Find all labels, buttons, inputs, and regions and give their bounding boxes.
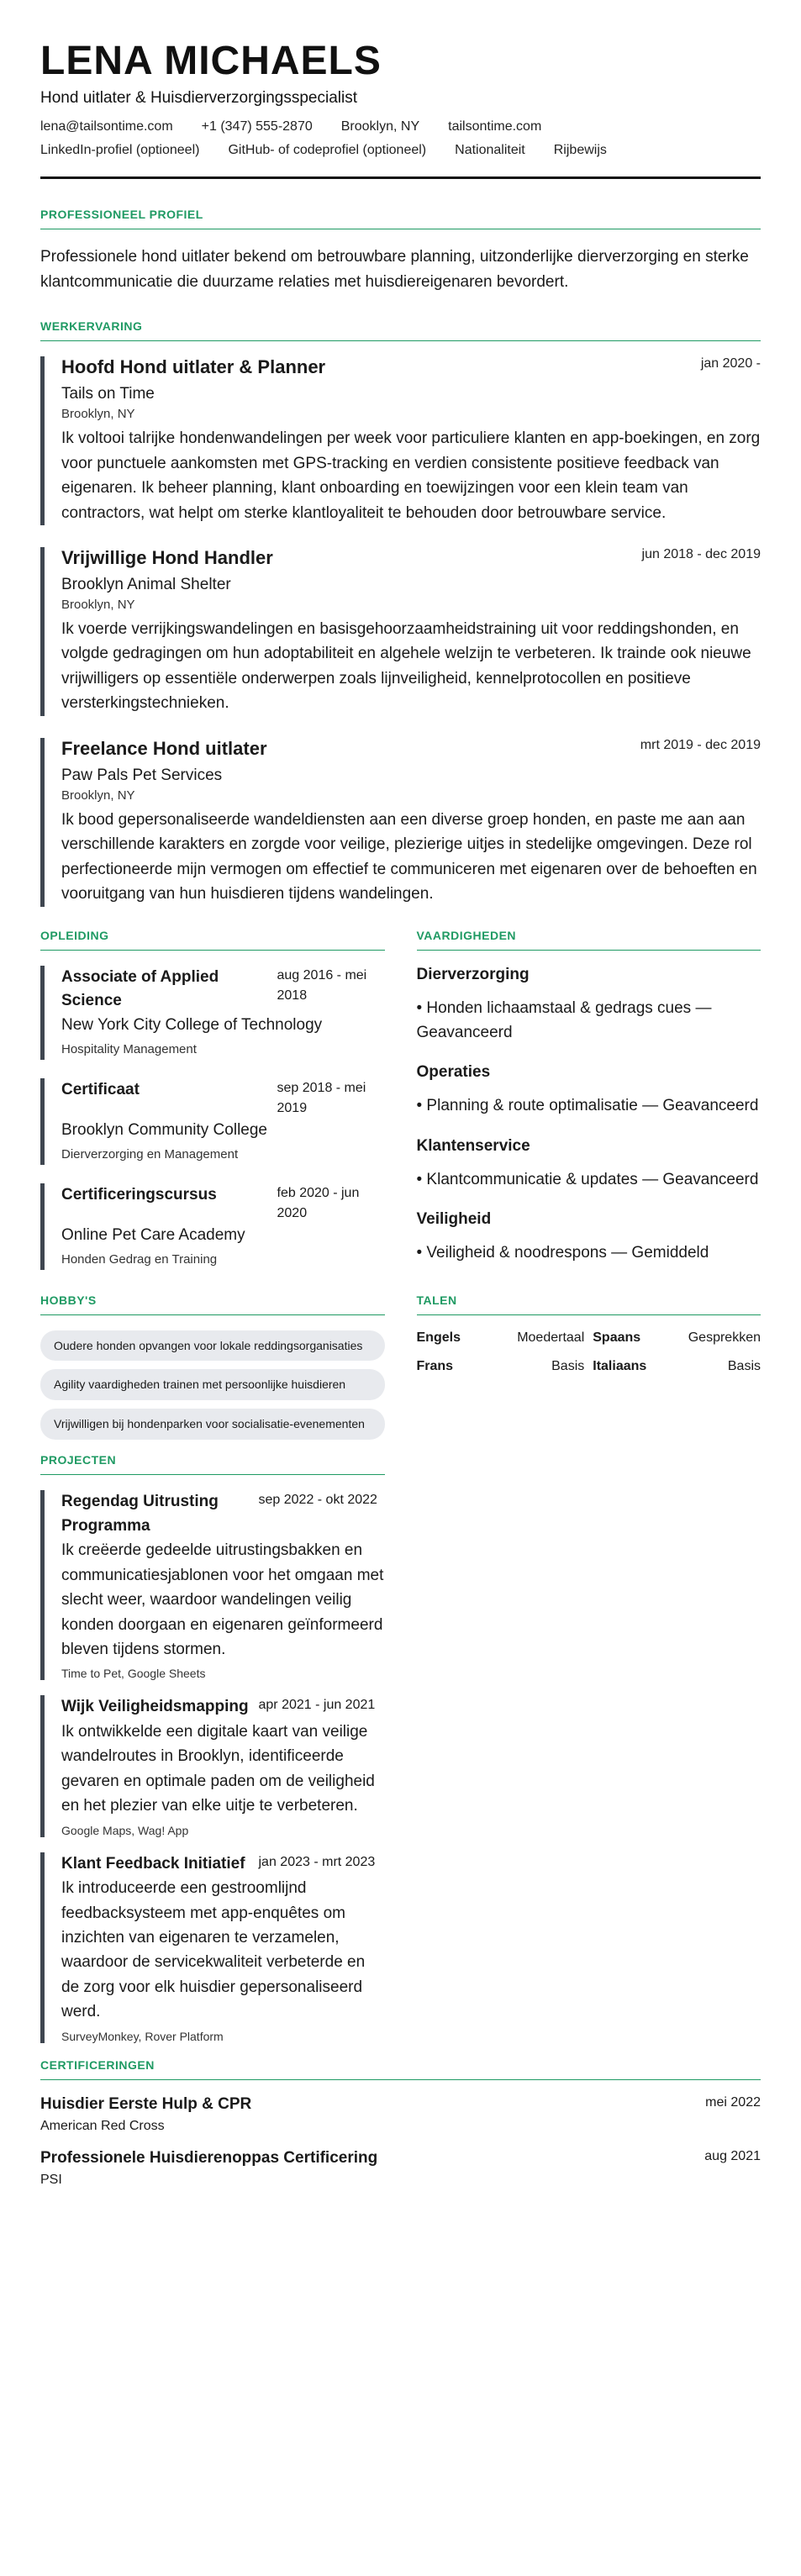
project-date: apr 2021 - jun 2021 — [258, 1698, 376, 1713]
language-item — [417, 1359, 585, 1374]
section-heading-projects: PROJECTEN — [40, 1453, 385, 1475]
language-name: Engels — [416, 1330, 461, 1345]
phone-number[interactable]: +1 (347) 555-2870 — [201, 119, 313, 134]
project-date: jan 2023 - mrt 2023 — [258, 1854, 376, 1869]
section-heading-hobbies: HOBBY'S — [40, 1293, 385, 1315]
project-description: Ik ontwikkelde een digitale kaart van veilige wandelroutes in Brooklyn, identificeerde gevaren en optimale paden om de veiligheid en het plezier van elke uitje te verbeteren. — [61, 1722, 375, 1815]
skill-value: • Honden lichaamstaal & gedrags cues — Geavanceerd — [416, 998, 712, 1041]
job-company: Paw Pals Pet Services — [61, 766, 223, 784]
project-name: Regendag Uitrusting Programma — [61, 1493, 219, 1535]
language-item — [417, 1330, 585, 1346]
project-description: Ik creëerde gedeelde uitrustingsbakken en communicatiesjablonen voor het omgaan met slecht weer, waardoor wandelingen veilig konden doorgaan en eigenaren geïnformeerd bleven tijdens stormen. — [61, 1541, 384, 1658]
edu-degree: Certificaat — [61, 1080, 140, 1098]
hobbies-languages-row — [40, 1293, 761, 1449]
edu-school: New York City College of Technology — [61, 1015, 323, 1034]
section-heading-certifications: CERTIFICERINGEN — [40, 2058, 761, 2080]
skill-category: Operaties — [416, 1063, 491, 1082]
edu-date: sep 2018 - mei 2019 — [277, 1080, 366, 1115]
cert-date: mei 2022 — [705, 2094, 761, 2110]
profile-links — [40, 143, 761, 158]
skills-column — [417, 929, 761, 1288]
project-name: Wijk Veiligheidsmapping — [61, 1698, 249, 1716]
job-description: Ik voerde verrijkingswandelingen en basisgehoorzaamheidstraining uit voor reddingshonden, en volgde gedragingen om hun adoptabiliteit en algehele welzijn te verbeteren. Ik trainde ook nieuwe vrijwilligers op essentiële onderwerpen zoals lijnveiligheid, kennelprotocollen en positieve versterkingstechnieken. — [61, 620, 751, 713]
skill-value: • Veiligheid & noodrespons — Gemiddeld — [416, 1244, 709, 1262]
skill-value: • Klantcommunicatie & updates — Geavanceerd — [416, 1170, 759, 1188]
edu-field: Dierverzorging en Management — [61, 1147, 239, 1162]
job-location: Brooklyn, NY — [61, 407, 135, 422]
languages-grid — [417, 1330, 761, 1374]
languages-column — [417, 1293, 761, 1449]
skill-category: Dierverzorging — [416, 965, 530, 983]
section-heading-skills: VAARDIGHEDEN — [417, 929, 761, 951]
experience-item — [40, 356, 761, 525]
job-description: Ik bood gepersonaliseerde wandeldiensten aan een diverse groep honden, en paste me aan aan verschillende karakters en zorgde voor veilige, plezierige uitjes in stedelijke omgevingen. Deze rol perfectioneerde mijn vermogen om effectief te communiceren met eigenaren over de behoeften en vooruitgang van hun huisdieren tijdens wandelingen. — [61, 810, 757, 903]
language-name: Spaans — [593, 1330, 641, 1345]
project-tools: Time to Pet, Google Sheets — [61, 1667, 206, 1681]
job-location: Brooklyn, NY — [61, 788, 135, 803]
skill-category: Klantenservice — [416, 1136, 530, 1155]
language-name: Italiaans — [593, 1358, 647, 1373]
hobbies-column — [40, 1293, 385, 1449]
language-name: Frans — [416, 1358, 454, 1373]
education-item — [40, 966, 385, 1060]
github-link[interactable]: GitHub- of codeprofiel (optioneel) — [228, 143, 427, 158]
candidate-title: Hond uitlater & Huisdierverzorgingsspecialist — [40, 89, 358, 108]
edu-school: Brooklyn Community College — [61, 1120, 267, 1139]
project-date: sep 2022 - okt 2022 — [258, 1493, 377, 1508]
section-heading-education: OPLEIDING — [40, 929, 385, 951]
contact-info — [40, 119, 761, 134]
drivers-license: Rijbewijs — [553, 143, 607, 158]
job-role: Hoofd Hond uitlater & Planner — [61, 356, 326, 378]
job-description: Ik voltooi talrijke hondenwandelingen per week voor particuliere klanten en app-boekingen, en zorg voor punctuele aankomsten met GPS-tracking en verdien consistente positieve feedback van eigenaren. Ik beheer planning, klant onboarding en toewijzingen voor een klein team van contractors, wat helpt om sterke klantloyaliteit te behouden door betrouwbare service. — [61, 429, 761, 522]
language-level: Basis — [551, 1358, 585, 1373]
cert-name: Professionele Huisdierenoppas Certificering — [40, 2148, 378, 2167]
language-item — [593, 1359, 761, 1374]
job-company: Brooklyn Animal Shelter — [61, 576, 231, 594]
certification-item — [40, 2095, 761, 2134]
project-tools: Google Maps, Wag! App — [61, 1823, 189, 1837]
experience-item — [40, 738, 761, 907]
nationality: Nationaliteit — [455, 143, 525, 158]
job-date: jan 2020 - — [700, 356, 761, 371]
language-item — [593, 1330, 761, 1346]
linkedin-link[interactable]: LinkedIn-profiel (optioneel) — [40, 143, 200, 158]
language-level: Gesprekken — [688, 1330, 761, 1345]
job-date: mrt 2019 - dec 2019 — [640, 737, 761, 752]
email-link[interactable]: lena@tailsontime.com — [40, 119, 173, 134]
section-heading-languages: TALEN — [417, 1293, 761, 1315]
edu-school: Online Pet Care Academy — [61, 1225, 245, 1244]
language-level: Basis — [727, 1358, 761, 1373]
hobby-tag: Oudere honden opvangen voor lokale reddingsorganisaties — [40, 1330, 385, 1362]
project-item — [40, 1490, 385, 1680]
job-date: jun 2018 - dec 2019 — [641, 547, 761, 562]
project-name: Klant Feedback Initiatief — [61, 1854, 245, 1873]
empty-column — [417, 1453, 761, 2058]
cert-org: PSI — [40, 2172, 62, 2187]
language-level: Moedertaal — [517, 1330, 585, 1345]
skill-value: • Planning & route optimalisatie — Geavanceerd — [416, 1097, 759, 1115]
cert-name: Huisdier Eerste Hulp & CPR — [40, 2094, 252, 2113]
job-role: Vrijwillige Hond Handler — [61, 547, 273, 569]
education-column — [40, 929, 385, 1288]
location: Brooklyn, NY — [340, 119, 420, 134]
hobby-tag: Vrijwilligen bij hondenparken voor socialisatie-evenementen — [40, 1409, 385, 1440]
profile-summary: Professionele hond uitlater bekend om betrouwbare planning, uitzonderlijke dierverzorging en sterke klantcommunicatie die duurzame relaties met huisdiereigenaren bevordert. — [40, 248, 749, 291]
experience-item — [40, 547, 761, 716]
edu-degree: Associate of Applied Science — [61, 967, 219, 1010]
project-item — [40, 1695, 385, 1836]
project-description: Ik introduceerde een gestroomlijnd feedbacksysteem met app-enquêtes om inzichten van eigenaren te verzamelen, waardoor de servicekwaliteit verbeterde en de zorg voor elk huisdier gepersonaliseerd werd. — [61, 1879, 366, 2021]
edu-degree: Certificeringscursus — [61, 1185, 217, 1204]
education-item — [40, 1078, 385, 1165]
section-heading-profile: PROFESSIONEEL PROFIEL — [40, 208, 761, 229]
education-skills-row — [40, 929, 761, 1288]
section-heading-experience: WERKERVARING — [40, 319, 761, 341]
skill-category: Veiligheid — [416, 1210, 492, 1229]
cert-org: American Red Cross — [40, 2118, 165, 2133]
project-tools: SurveyMonkey, Rover Platform — [61, 2029, 224, 2043]
website-link[interactable]: tailsontime.com — [448, 119, 542, 134]
hobby-tag: Agility vaardigheden trainen met persoonlijke huisdieren — [40, 1369, 385, 1400]
edu-field: Hospitality Management — [61, 1042, 197, 1057]
job-company: Tails on Time — [61, 385, 155, 403]
job-role: Freelance Hond uitlater — [61, 737, 267, 759]
job-location: Brooklyn, NY — [61, 598, 135, 613]
education-item — [40, 1183, 385, 1270]
cert-date: aug 2021 — [704, 2148, 761, 2163]
project-item — [40, 1852, 385, 2043]
projects-column — [40, 1453, 385, 2058]
candidate-name: LENA MICHAELS — [40, 39, 382, 83]
edu-field: Honden Gedrag en Training — [61, 1252, 218, 1267]
certification-item — [40, 2149, 761, 2188]
edu-date: aug 2016 - mei 2018 — [277, 967, 367, 1003]
edu-date: feb 2020 - jun 2020 — [277, 1185, 360, 1220]
header-divider — [40, 176, 761, 179]
projects-row — [40, 1453, 761, 2058]
